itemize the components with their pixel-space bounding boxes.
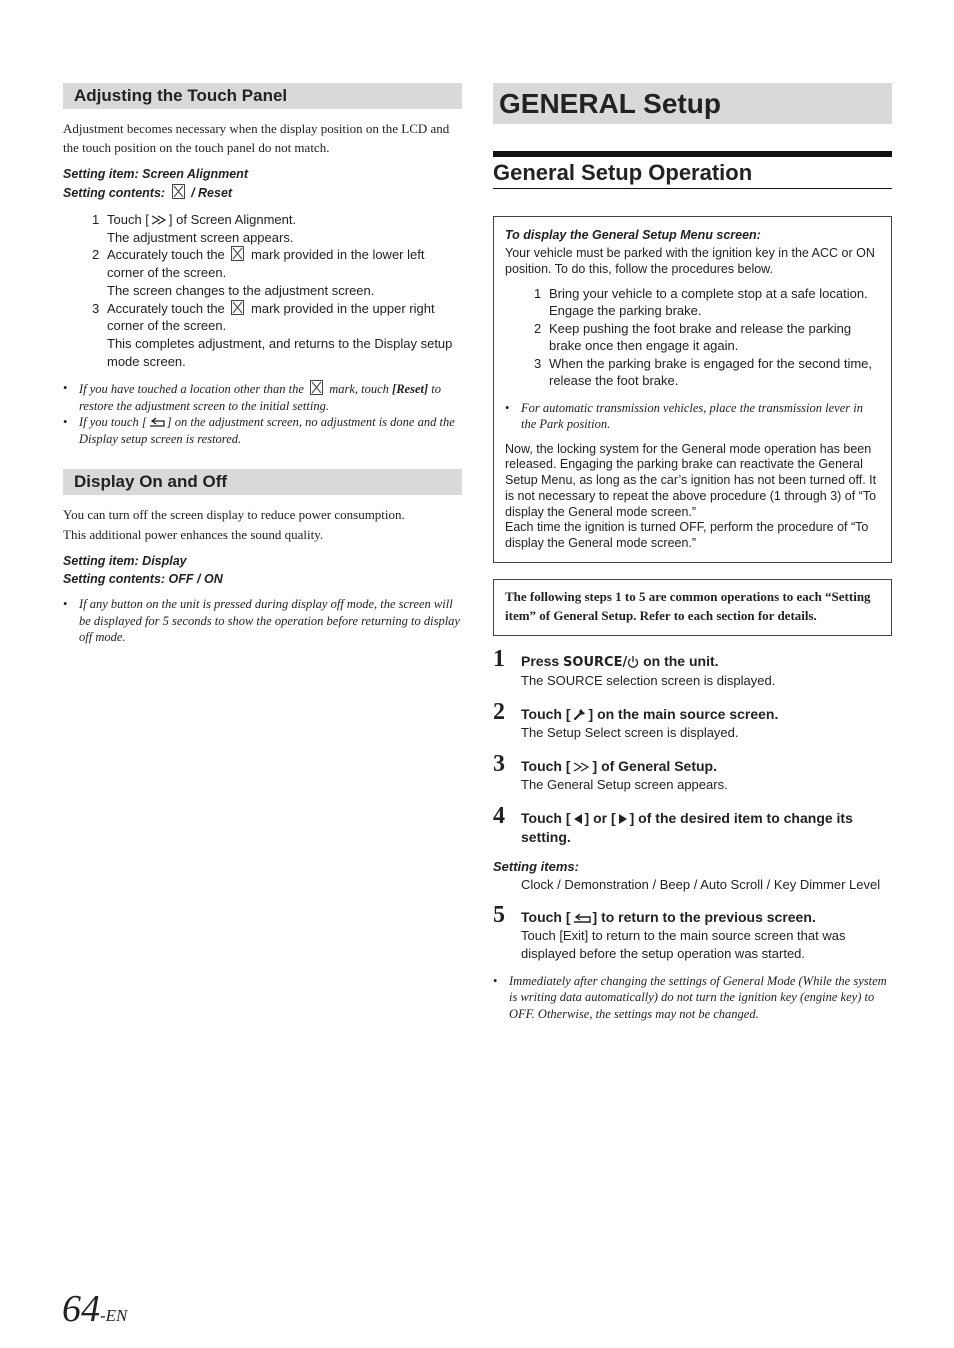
step-2 bbox=[493, 699, 892, 742]
note-reset: [Reset] bbox=[392, 382, 429, 397]
step-heading-text: on the unit. bbox=[639, 653, 719, 670]
touch-setting-contents bbox=[63, 184, 462, 203]
step-heading bbox=[521, 652, 892, 672]
wrench-icon bbox=[571, 707, 589, 721]
setting-items bbox=[493, 858, 892, 894]
step-1 bbox=[493, 646, 892, 690]
info-box-para-2: Each time the ignition is turned OFF, perform the procedure of “To display the General mode screen.” bbox=[505, 520, 869, 551]
page-title: GENERAL Setup bbox=[493, 83, 892, 124]
step-text: Touch [ bbox=[107, 212, 149, 227]
display-notes bbox=[63, 596, 462, 646]
info-box-steps bbox=[505, 285, 880, 390]
step-number: 5 bbox=[493, 901, 505, 928]
list-item bbox=[63, 300, 462, 371]
display-setting-item: Setting item: Display bbox=[63, 554, 187, 569]
x-mark-icon bbox=[231, 246, 244, 261]
return-arrow-icon bbox=[571, 912, 593, 924]
x-mark-icon bbox=[231, 300, 244, 315]
step-number: 3 bbox=[493, 751, 505, 778]
list-item bbox=[63, 211, 462, 246]
step-text: Accurately touch the bbox=[107, 300, 225, 316]
step-heading-text: Touch [ bbox=[521, 810, 571, 827]
step-number: 1 bbox=[534, 285, 542, 301]
info-box-intro: Your vehicle must be parked with the ignition key in the ACC or ON position. To do this, follow the procedures below. bbox=[505, 245, 875, 276]
page-number bbox=[62, 1287, 127, 1331]
step-text: mark provided in the lower left corner of the screen. bbox=[107, 247, 425, 281]
step-number: 1 bbox=[92, 212, 100, 227]
step-text: When the parking brake is engaged for the second time, release the foot brake. bbox=[549, 355, 873, 388]
step-text: mark provided in the upper right corner of the screen. bbox=[107, 300, 435, 334]
double-chevron-icon bbox=[571, 761, 593, 773]
x-mark-icon bbox=[172, 184, 185, 199]
step-text: Accurately touch the bbox=[107, 247, 225, 263]
power-icon bbox=[627, 655, 639, 668]
final-notes bbox=[493, 973, 892, 1023]
right-triangle-icon bbox=[616, 813, 630, 825]
setting-items-label: Setting items: bbox=[493, 859, 579, 875]
touch-panel-steps bbox=[63, 211, 462, 370]
note-text: If you have touched a location other than the bbox=[79, 382, 304, 397]
info-box-notes bbox=[505, 400, 880, 433]
setting-contents-label: Setting contents: bbox=[63, 185, 166, 200]
step-number: 2 bbox=[92, 247, 100, 263]
step-heading-text: ] on the main source screen. bbox=[588, 706, 779, 723]
list-item bbox=[505, 355, 880, 390]
return-arrow-icon bbox=[147, 416, 167, 428]
step-subtext: This completes adjustment, and returns to the Display setup mode screen. bbox=[107, 335, 453, 369]
step-heading-text: Press bbox=[521, 653, 564, 670]
display-intro-2: This additional power enhances the sound quality. bbox=[63, 526, 324, 542]
touch-panel-intro: Adjustment becomes necessary when the display position on the LCD and the touch position on the touch panel do not match. bbox=[63, 121, 450, 155]
step-heading bbox=[521, 908, 892, 927]
step-text: Bring your vehicle to a complete stop at a safe location. Engage the parking brake. bbox=[549, 285, 868, 318]
step-body: The Setup Select screen is displayed. bbox=[521, 725, 739, 741]
list-item bbox=[63, 414, 462, 447]
common-steps-box: The following steps 1 to 5 are common operations to each “Setting item” of General Setup. Refer to each section for details. bbox=[493, 579, 892, 636]
display-setting-contents: Setting contents: OFF / ON bbox=[63, 571, 223, 586]
list-item: • Immediately after changing the settings of General Mode (While the system is writing data automatically) do not turn the ignition key (engine key) to OFF. Otherwise, the settings may not be changed. bbox=[493, 973, 892, 1023]
step-heading bbox=[521, 809, 892, 847]
list-item bbox=[505, 285, 880, 320]
info-box-para-1: Now, the locking system for the General mode operation has been released. Engaging the parking brake can reactivate the General Setup Menu, as long as the car’s ignition has not been turned off. It is not necessary to repeat the above procedure (1 through 3) of “To display the General mode screen.” bbox=[505, 441, 877, 519]
step-3 bbox=[493, 751, 892, 794]
step-body: The SOURCE selection screen is displayed. bbox=[521, 673, 776, 689]
step-body-text: to return to the main source screen that was displayed before the setup operation was started. bbox=[521, 927, 846, 961]
note-text: ] on the adjustment screen, no adjustment is done and the Display setup screen is restored. bbox=[79, 415, 455, 446]
display-intro-1: You can turn off the screen display to reduce power consumption. bbox=[63, 507, 405, 523]
step-number: 2 bbox=[493, 699, 505, 726]
step-number: 3 bbox=[92, 300, 100, 316]
left-column bbox=[63, 83, 462, 646]
double-chevron-icon bbox=[149, 214, 169, 226]
section-title: General Setup Operation bbox=[493, 151, 892, 189]
step-number: 1 bbox=[493, 646, 505, 673]
step-subtext: The adjustment screen appears. bbox=[107, 229, 294, 245]
step-heading bbox=[521, 757, 892, 776]
step-text: ] of Screen Alignment. bbox=[168, 212, 297, 227]
page-number-suffix: -EN bbox=[100, 1306, 128, 1325]
list-item bbox=[63, 246, 462, 299]
step-heading-text: ] to return to the previous screen. bbox=[592, 908, 816, 925]
x-mark-icon bbox=[310, 380, 323, 395]
step-heading-text: ] of General Setup. bbox=[592, 758, 717, 775]
list-item bbox=[505, 320, 880, 355]
note-text: mark, touch bbox=[329, 382, 389, 397]
step-heading-text: Touch [ bbox=[521, 758, 571, 775]
touch-setting-item: Setting item: Screen Alignment bbox=[63, 167, 248, 181]
step-subtext: The screen changes to the adjustment screen. bbox=[107, 282, 375, 298]
info-box-heading: To display the General Setup Menu screen: bbox=[505, 228, 761, 242]
step-heading bbox=[521, 705, 892, 724]
note-text: to restore the adjustment screen to the initial setting. bbox=[79, 382, 442, 413]
exit-key-label: [Exit] bbox=[559, 927, 589, 943]
right-column bbox=[493, 83, 892, 1022]
setting-contents-reset: / Reset bbox=[191, 185, 233, 200]
step-number: 3 bbox=[534, 355, 542, 371]
list-item: • For automatic transmission vehicles, place the transmission lever in the Park position. bbox=[505, 400, 880, 433]
touch-panel-notes bbox=[63, 380, 462, 447]
setting-items-value: Clock / Demonstration / Beep / Auto Scroll / Key Dimmer Level bbox=[521, 876, 881, 892]
step-text: Keep pushing the foot brake and release the parking brake once then engage it again. bbox=[549, 320, 852, 353]
step-heading-text: ] or [ bbox=[584, 810, 616, 827]
list-item: • If any button on the unit is pressed during display off mode, the screen will be displayed for 5 seconds to show the operation before returning to display off mode. bbox=[63, 596, 462, 646]
step-5 bbox=[493, 901, 892, 963]
step-heading-text: ] of the desired item to change its setting. bbox=[521, 810, 853, 846]
step-body bbox=[521, 927, 892, 963]
setup-steps bbox=[493, 646, 892, 1022]
step-heading-text: Touch [ bbox=[521, 908, 571, 925]
list-item bbox=[63, 380, 462, 414]
step-4 bbox=[493, 803, 892, 847]
source-key-label: SOURCE/ bbox=[563, 655, 628, 671]
step-number: 2 bbox=[534, 320, 542, 336]
info-box bbox=[493, 216, 892, 563]
note-text: If you touch [ bbox=[79, 415, 147, 430]
touch-panel-heading: Adjusting the Touch Panel bbox=[63, 83, 462, 109]
step-number: 4 bbox=[493, 803, 505, 830]
step-body: The General Setup screen appears. bbox=[521, 777, 728, 793]
display-onoff-heading: Display On and Off bbox=[63, 469, 462, 495]
page-number-value: 64 bbox=[62, 1288, 100, 1330]
step-heading-text: Touch [ bbox=[521, 706, 571, 723]
left-triangle-icon bbox=[571, 813, 585, 825]
step-body-text: Touch bbox=[521, 927, 560, 943]
